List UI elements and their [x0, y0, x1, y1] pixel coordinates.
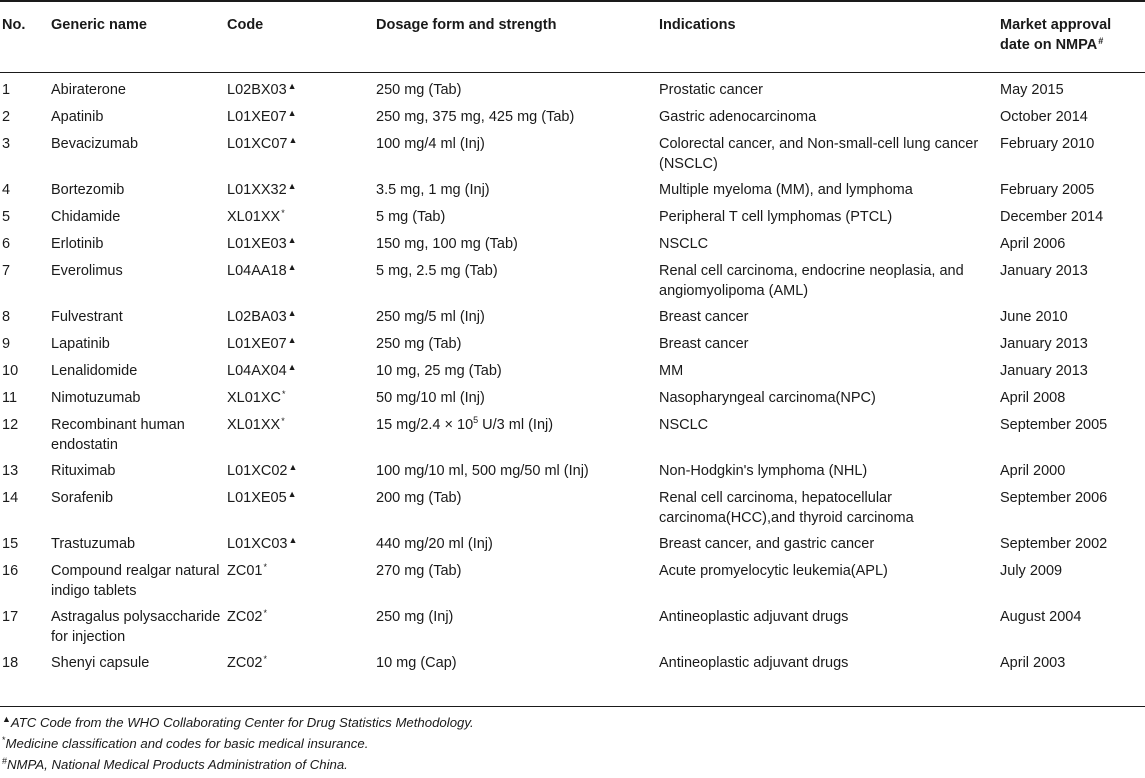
cell-approval-date: September 2005	[1000, 417, 1108, 433]
cell-indication: Renal cell carcinoma, endocrine neoplasia, and angiomyolipoma (AML)	[659, 263, 964, 299]
code-mark: ▲	[287, 235, 297, 245]
table-row	[0, 383, 1145, 410]
table-row	[0, 529, 1145, 556]
cell-no: 16	[2, 563, 19, 579]
cell-indication: Multiple myeloma (MM), and lymphoma	[659, 182, 913, 198]
table-row	[0, 129, 1145, 175]
cell-no: 5	[2, 209, 11, 225]
cell-code	[227, 356, 376, 383]
header-approval-date	[1000, 2, 1145, 72]
footnote-mark: #	[2, 756, 8, 766]
cell-no: 11	[2, 390, 18, 406]
cell-no: 4	[2, 182, 11, 198]
cell-approval-date: January 2013	[1000, 263, 1088, 279]
cell-dosage: 150 mg, 100 mg (Tab)	[376, 236, 518, 252]
table-row	[0, 410, 1145, 456]
cell-code	[227, 648, 376, 675]
cell-no: 2	[2, 109, 11, 125]
code-mark: *	[281, 416, 285, 426]
cell-code	[227, 72, 376, 102]
header-approval-line1: Market approval	[1000, 17, 1112, 33]
code-text: L01XE03	[227, 236, 287, 252]
table-row	[0, 329, 1145, 356]
code-text: L04AA18	[227, 263, 287, 279]
code-text: L01XE07	[227, 336, 287, 352]
cell-generic-name: Abiraterone	[51, 82, 126, 98]
cell-approval-date: April 2006	[1000, 236, 1066, 252]
cell-indication: Colorectal cancer, and Non-small-cell lung cancer (NSCLC)	[659, 136, 979, 172]
cell-indication: Acute promyelocytic leukemia(APL)	[659, 563, 888, 579]
cell-code	[227, 256, 376, 302]
cell-dosage: 250 mg, 375 mg, 425 mg (Tab)	[376, 109, 575, 125]
table-row	[0, 256, 1145, 302]
cell-code	[227, 383, 376, 410]
cell-indication: MM	[659, 363, 684, 379]
cell-dosage: 3.5 mg, 1 mg (Inj)	[376, 182, 490, 198]
code-text: L01XC02	[227, 463, 288, 479]
table-row	[0, 556, 1145, 602]
code-mark: ▲	[288, 135, 298, 145]
code-mark: ▲	[287, 108, 297, 118]
code-text: ZC01	[227, 563, 263, 579]
header-approval-line2: date on NMPA	[1000, 37, 1098, 53]
table-row	[0, 602, 1145, 648]
table-row	[0, 648, 1145, 675]
cell-dosage: 10 mg, 25 mg (Tab)	[376, 363, 502, 379]
cell-generic-name: Bortezomib	[51, 182, 125, 198]
code-text: L01XE05	[227, 490, 287, 506]
table-row	[0, 72, 1145, 102]
cell-indication: Breast cancer, and gastric cancer	[659, 536, 875, 552]
code-mark: ▲	[288, 462, 298, 472]
header-code: Code	[227, 17, 264, 33]
cell-no: 7	[2, 263, 11, 279]
code-text: ZC02	[227, 609, 263, 625]
table-row	[0, 356, 1145, 383]
cell-generic-name: Nimotuzumab	[51, 390, 141, 406]
footnote-text: Medicine classification and codes for basic medical insurance.	[5, 736, 369, 751]
code-mark: *	[263, 654, 267, 664]
cell-approval-date: October 2014	[1000, 109, 1088, 125]
code-text: L01XC03	[227, 536, 288, 552]
cell-dosage: 100 mg/10 ml, 500 mg/50 ml (Inj)	[376, 463, 589, 479]
cell-approval-date: July 2009	[1000, 563, 1063, 579]
code-text: L01XC07	[227, 136, 288, 152]
drug-table	[0, 2, 1145, 675]
cell-generic-name: Apatinib	[51, 109, 104, 125]
cell-approval-date: January 2013	[1000, 363, 1088, 379]
cell-no: 18	[2, 655, 19, 671]
cell-generic-name: Bevacizumab	[51, 136, 139, 152]
cell-dosage: 5 mg, 2.5 mg (Tab)	[376, 263, 498, 279]
cell-generic-name: Lapatinib	[51, 336, 110, 352]
cell-approval-date: February 2010	[1000, 136, 1095, 152]
cell-indication: Antineoplastic adjuvant drugs	[659, 609, 849, 625]
footnote-mark: ▲	[2, 714, 11, 724]
cell-code	[227, 456, 376, 483]
cell-approval-date: September 2006	[1000, 490, 1108, 506]
code-mark: ▲	[287, 81, 297, 91]
code-text: XL01XC	[227, 390, 282, 406]
table-row	[0, 202, 1145, 229]
code-text: L02BX03	[227, 82, 287, 98]
header-row	[0, 2, 1145, 72]
cell-approval-date: April 2003	[1000, 655, 1066, 671]
bottom-rule	[0, 706, 1145, 707]
cell-approval-date: April 2008	[1000, 390, 1066, 406]
cell-no: 6	[2, 236, 11, 252]
dosage-pre: 15 mg/2.4 × 10	[376, 417, 474, 433]
code-mark: *	[263, 562, 267, 572]
cell-dosage: 250 mg (Tab)	[376, 82, 462, 98]
cell-generic-name: Erlotinib	[51, 236, 104, 252]
cell-approval-date: January 2013	[1000, 336, 1088, 352]
cell-dosage: 250 mg (Inj)	[376, 609, 454, 625]
footnote	[2, 713, 474, 734]
cell-indication: Peripheral T cell lymphomas (PTCL)	[659, 209, 893, 225]
footnote-mark: *	[2, 735, 6, 745]
cell-dosage: 270 mg (Tab)	[376, 563, 462, 579]
code-mark: *	[282, 389, 286, 399]
cell-indication: NSCLC	[659, 417, 709, 433]
cell-approval-date: September 2002	[1000, 536, 1108, 552]
cell-approval-date: June 2010	[1000, 309, 1068, 325]
cell-no: 12	[2, 417, 19, 433]
table-row	[0, 102, 1145, 129]
cell-code	[227, 102, 376, 129]
cell-approval-date: December 2014	[1000, 209, 1104, 225]
table-row	[0, 175, 1145, 202]
cell-generic-name: Compound realgar natural indigo tablets	[51, 563, 220, 599]
header-approval-mark: #	[1098, 36, 1104, 46]
table-row	[0, 229, 1145, 256]
cell-generic-name: Sorafenib	[51, 490, 114, 506]
table-body	[0, 72, 1145, 675]
cell-dosage: 50 mg/10 ml (Inj)	[376, 390, 485, 406]
cell-approval-date: April 2000	[1000, 463, 1066, 479]
cell-indication: Renal cell carcinoma, hepatocellular carcinoma(HCC),and thyroid carcinoma	[659, 490, 914, 526]
code-text: L01XE07	[227, 109, 287, 125]
code-text: XL01XX	[227, 417, 281, 433]
dosage-post: U/3 ml (Inj)	[478, 417, 554, 433]
cell-generic-name: Astragalus polysaccharide for injection	[51, 609, 221, 645]
code-text: L04AX04	[227, 363, 287, 379]
table-header	[0, 2, 1145, 72]
footnote-text: ATC Code from the WHO Collaborating Center for Drug Statistics Methodology.	[10, 715, 474, 730]
cell-generic-name: Rituximab	[51, 463, 116, 479]
header-no: No.	[2, 17, 26, 33]
cell-code	[227, 229, 376, 256]
cell-generic-name: Chidamide	[51, 209, 121, 225]
cell-dosage: 10 mg (Cap)	[376, 655, 457, 671]
cell-generic-name: Recombinant human endostatin	[51, 417, 185, 453]
cell-no: 8	[2, 309, 11, 325]
cell-no: 10	[2, 363, 19, 379]
cell-code	[227, 529, 376, 556]
cell-approval-date: February 2005	[1000, 182, 1095, 198]
cell-generic-name: Lenalidomide	[51, 363, 138, 379]
cell-dosage: 100 mg/4 ml (Inj)	[376, 136, 485, 152]
cell-indication: Prostatic cancer	[659, 82, 763, 98]
table-row	[0, 483, 1145, 529]
code-text: XL01XX	[227, 209, 281, 225]
footnote	[2, 734, 474, 755]
cell-no: 17	[2, 609, 19, 625]
code-mark: *	[263, 608, 267, 618]
cell-indication: Nasopharyngeal carcinoma(NPC)	[659, 390, 876, 406]
cell-dosage: 440 mg/20 ml (Inj)	[376, 536, 493, 552]
code-mark: ▲	[287, 181, 297, 191]
footnote	[2, 755, 474, 776]
table-row	[0, 302, 1145, 329]
cell-code	[227, 556, 376, 602]
cell-no: 1	[2, 82, 11, 98]
cell-code	[227, 329, 376, 356]
header-dosage: Dosage form and strength	[376, 17, 557, 33]
cell-code	[227, 602, 376, 648]
cell-no: 9	[2, 336, 11, 352]
code-mark: ▲	[288, 535, 298, 545]
cell-code	[227, 129, 376, 175]
code-text: L01XX32	[227, 182, 287, 198]
code-mark: ▲	[287, 362, 297, 372]
code-text: ZC02	[227, 655, 263, 671]
cell-dosage: 200 mg (Tab)	[376, 490, 462, 506]
cell-indication: NSCLC	[659, 236, 709, 252]
code-mark: ▲	[287, 262, 297, 272]
cell-code	[227, 202, 376, 229]
cell-dosage: 250 mg (Tab)	[376, 336, 462, 352]
cell-dosage: 5 mg (Tab)	[376, 209, 446, 225]
cell-code	[227, 302, 376, 329]
cell-approval-date: August 2004	[1000, 609, 1082, 625]
cell-generic-name: Shenyi capsule	[51, 655, 150, 671]
code-mark: ▲	[287, 335, 297, 345]
cell-code	[227, 483, 376, 529]
footnotes	[2, 713, 474, 776]
code-mark: ▲	[287, 489, 297, 499]
cell-indication: Breast cancer	[659, 336, 749, 352]
cell-code	[227, 175, 376, 202]
cell-indication: Gastric adenocarcinoma	[659, 109, 817, 125]
cell-approval-date: May 2015	[1000, 82, 1064, 98]
cell-no: 14	[2, 490, 19, 506]
cell-generic-name: Everolimus	[51, 263, 123, 279]
cell-indication: Antineoplastic adjuvant drugs	[659, 655, 849, 671]
cell-generic-name: Trastuzumab	[51, 536, 136, 552]
header-indications: Indications	[659, 17, 736, 33]
cell-dosage: 250 mg/5 ml (Inj)	[376, 309, 485, 325]
header-generic-name: Generic name	[51, 17, 147, 33]
table-row	[0, 456, 1145, 483]
cell-dosage	[376, 410, 659, 456]
cell-no: 13	[2, 463, 19, 479]
code-text: L02BA03	[227, 309, 287, 325]
code-mark: ▲	[287, 308, 297, 318]
cell-code	[227, 410, 376, 456]
cell-indication: Non-Hodgkin's lymphoma (NHL)	[659, 463, 868, 479]
dosage-sup: 5	[473, 415, 479, 425]
cell-no: 15	[2, 536, 19, 552]
cell-no: 3	[2, 136, 11, 152]
code-mark: *	[281, 208, 285, 218]
cell-indication: Breast cancer	[659, 309, 749, 325]
footnote-text: NMPA, National Medical Products Administration of China.	[7, 757, 348, 772]
cell-generic-name: Fulvestrant	[51, 309, 123, 325]
